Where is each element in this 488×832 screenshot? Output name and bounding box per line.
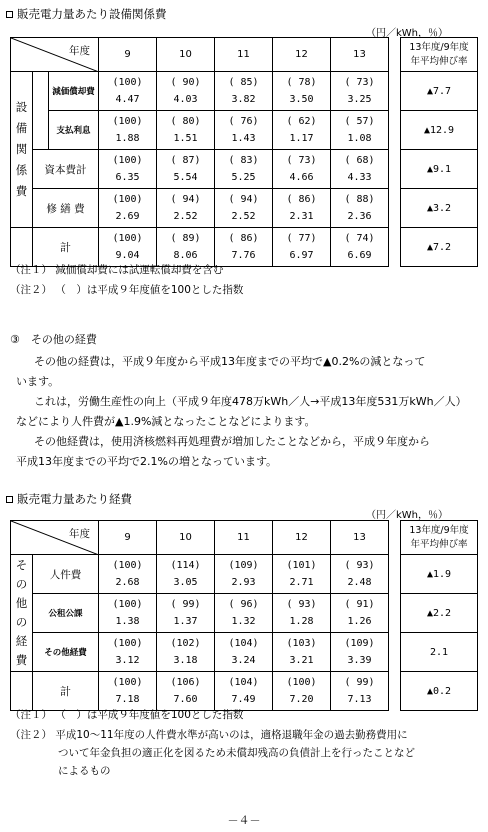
table2 (10, 520, 389, 711)
table-cell: (101) 2.71 (273, 555, 331, 594)
row-label: 支払利息 (49, 111, 99, 150)
table2-note-2-cont: によるもの (58, 765, 111, 777)
table-cell: ( 91) 1.26 (331, 594, 389, 633)
total-label: 計 (33, 672, 99, 711)
table-cell: ( 88) 2.36 (331, 189, 389, 228)
total-label: 計 (33, 228, 99, 267)
section-body (16, 352, 480, 472)
table-cell: ( 62) 1.17 (273, 111, 331, 150)
paragraph-line: これは，労働生産性の向上（平成９年度478万kWh／人→平成13年度531万kWh／人） (34, 395, 467, 408)
year-col-11: 11 (215, 38, 273, 72)
table2-growth-column (400, 520, 478, 711)
table-cell: (100) 2.68 (99, 555, 157, 594)
table-cell: (103) 3.21 (273, 633, 331, 672)
row-label: 資本費計 (33, 150, 99, 189)
table-cell: (100) 6.35 (99, 150, 157, 189)
year-col-13: 13 (331, 38, 389, 72)
growth-value: 2.1 (401, 633, 478, 672)
table-cell: ( 96) 1.32 (215, 594, 273, 633)
table-cell: (104) 3.24 (215, 633, 273, 672)
table-cell: (114) 3.05 (157, 555, 215, 594)
growth-value: ▲1.9 (401, 555, 478, 594)
table-cell: ( 85) 3.82 (215, 72, 273, 111)
growth-header: 13年度/9年度 年平均伸び率 (401, 38, 478, 72)
table-cell: ( 94) 2.52 (157, 189, 215, 228)
growth-value: ▲9.1 (401, 150, 478, 189)
table1-unit: （円／kWh，％） (366, 28, 449, 39)
table1-corner-header (11, 38, 99, 72)
growth-value: ▲7.2 (401, 228, 478, 267)
table-cell: ( 73) 3.25 (331, 72, 389, 111)
table2-heading: 販売電力量あたり経費 (6, 491, 132, 507)
paragraph-line: その他の経費は，平成９年度から平成13年度までの平均で▲0.2%の減となって (34, 355, 426, 368)
square-bullet-icon (6, 11, 13, 18)
year-col-12: 12 (273, 38, 331, 72)
table-cell: (109) 2.93 (215, 555, 273, 594)
year-col-10: 10 (157, 521, 215, 555)
table-cell: ( 93) 2.48 (331, 555, 389, 594)
growth-value: ▲2.2 (401, 594, 478, 633)
table-cell: (100) 1.38 (99, 594, 157, 633)
row-label: 修 繕 費 (33, 189, 99, 228)
table-cell: ( 73) 4.66 (273, 150, 331, 189)
table-cell: (100) 2.69 (99, 189, 157, 228)
table1-note-1: （注１） 減価償却費には試運転償却費を含む (10, 264, 224, 276)
table-cell: ( 78) 3.50 (273, 72, 331, 111)
page-number: －４－ (227, 814, 261, 827)
table-cell: (100) 7.20 (273, 672, 331, 711)
table-cell: (100) 9.04 (99, 228, 157, 267)
table1-group-label: 設 備 関 係 費 (11, 72, 33, 228)
table-cell: ( 80) 1.51 (157, 111, 215, 150)
row-label: その他経費 (33, 633, 99, 672)
paragraph-line: などにより人件費が▲1.9%減となったことなどによります。 (16, 415, 316, 428)
year-col-12: 12 (273, 521, 331, 555)
table2-corner-header (11, 521, 99, 555)
year-header-label: 年度 (69, 528, 91, 540)
year-col-9: 9 (99, 521, 157, 555)
table-cell: ( 76) 1.43 (215, 111, 273, 150)
table2-note-2-cont: ついて年金負担の適正化を図るため未償却残高の負債計上を行ったことなど (58, 747, 415, 759)
table-cell: ( 87) 5.54 (157, 150, 215, 189)
table-cell: ( 68) 4.33 (331, 150, 389, 189)
table-cell: ( 99) 7.13 (331, 672, 389, 711)
table-cell: ( 77) 6.97 (273, 228, 331, 267)
table2-note-2: （注２） 平成10～11年度の人件費水準が高いのは，適格退職年金の過去勤務費用に (10, 729, 408, 741)
paragraph-line: います。 (16, 375, 60, 388)
table-cell: (102) 3.18 (157, 633, 215, 672)
row-label: 公租公課 (33, 594, 99, 633)
table2-group-label: そ の 他 の 経 費 (11, 555, 33, 672)
paragraph-line: その他経費は，使用済核燃料再処理費が増加したことなどから，平成９年度から (34, 435, 430, 448)
year-col-9: 9 (99, 38, 157, 72)
table2-note-1: （注１） （ ）は平成９年度値を100とした指数 (10, 709, 244, 721)
year-col-10: 10 (157, 38, 215, 72)
table-cell: ( 89) 8.06 (157, 228, 215, 267)
row-label: 人件費 (33, 555, 99, 594)
table-cell: ( 99) 1.37 (157, 594, 215, 633)
table-cell: ( 74) 6.69 (331, 228, 389, 267)
table-cell: ( 90) 4.03 (157, 72, 215, 111)
square-bullet-icon (6, 496, 13, 503)
table-cell: (100) 1.88 (99, 111, 157, 150)
year-col-11: 11 (215, 521, 273, 555)
table-cell: (100) 7.18 (99, 672, 157, 711)
paragraph-line: 平成13年度までの平均で2.1%の増となっています。 (16, 455, 278, 468)
year-col-13: 13 (331, 521, 389, 555)
row-label: 減価償却費 (49, 72, 99, 111)
growth-header: 13年度/9年度 年平均伸び率 (401, 521, 478, 555)
table-cell: ( 94) 2.52 (215, 189, 273, 228)
table1-growth-column (400, 37, 478, 267)
year-header-label: 年度 (69, 45, 91, 57)
table-cell: (100) 3.12 (99, 633, 157, 672)
table-cell: ( 86) 7.76 (215, 228, 273, 267)
table-cell: (104) 7.49 (215, 672, 273, 711)
table1 (10, 37, 389, 267)
section-title: ③ その他の経費 (10, 333, 97, 346)
growth-value: ▲7.7 (401, 72, 478, 111)
growth-value: ▲0.2 (401, 672, 478, 711)
table1-note-2: （注２） （ ）は平成９年度値を100とした指数 (10, 284, 244, 296)
table-cell: (109) 3.39 (331, 633, 389, 672)
growth-value: ▲12.9 (401, 111, 478, 150)
table-cell: ( 57) 1.08 (331, 111, 389, 150)
table1-heading: 販売電力量あたり設備関係費 (6, 6, 167, 22)
table-cell: ( 83) 5.25 (215, 150, 273, 189)
table2-unit: （円／kWh，％） (366, 510, 449, 521)
table-cell: ( 93) 1.28 (273, 594, 331, 633)
growth-value: ▲3.2 (401, 189, 478, 228)
table-cell: ( 86) 2.31 (273, 189, 331, 228)
table-cell: (100) 4.47 (99, 72, 157, 111)
table-cell: (106) 7.60 (157, 672, 215, 711)
